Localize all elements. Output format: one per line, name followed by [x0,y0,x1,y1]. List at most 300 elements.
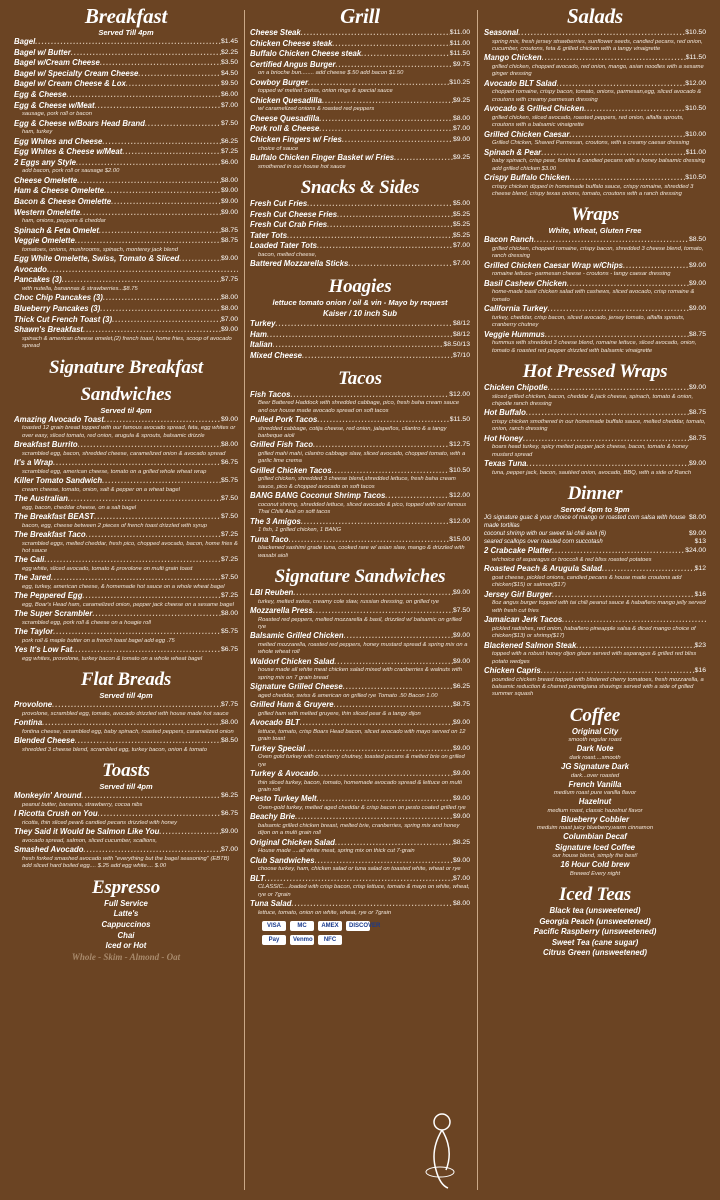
leader-dots [334,657,453,668]
menu-item-name: Cheese Quesadilla [250,113,320,123]
menu-item-price: $9.00 [452,813,470,821]
menu-item-name: Monkeyin' Around [14,791,82,801]
menu-item-price: $7.00 [452,260,470,268]
menu-item [250,812,470,823]
menu-item-name: Bagel [14,37,36,46]
menu-item-price: $8.00 [220,176,238,184]
menu-item-name: Killer Tomato Sandwich [14,475,103,485]
menu-item-price: $8.75 [688,330,706,338]
menu-item-price: $9.25 [452,96,470,104]
menu-item-description: cream cheese, tomato, onion, salt & pepper on a wheat bagel [22,486,180,493]
menu-item-price: $5.00 [452,199,470,207]
menu-item-description: ham, onions, peppers & cheddar [22,218,106,225]
menu-item-price: $12.00 [685,79,706,87]
leader-dots [305,744,453,755]
menu-item [484,148,706,159]
menu-item-description: add bacon, pork roll or sausage $2.00 [22,168,120,175]
menu-item-price: $8.75 [220,226,238,234]
menu-item [484,330,706,341]
menu-item-price: $4.50 [220,69,238,77]
menu-item-name: Bagel w/ Cream Cheese & Lox [14,79,126,89]
menu-item-price: $9.00 [220,326,238,334]
leader-dots [342,135,453,146]
menu-item [250,220,470,231]
menu-item-name: Avocado BLT [250,718,300,728]
menu-item-price: $11.00 [685,148,706,156]
menu-item-description: with nutella, banannas & strawberries...$8.75 [22,285,138,292]
menu-item-description: turkey, cheddar, crisp bacon, sliced avocado, jersey tomato, alfalfa sprouts, cranberry chutney [492,314,685,329]
menu-item-price: $6.75 [220,646,238,654]
leader-dots [275,319,453,330]
menu-item-price: $10.00 [685,130,706,138]
menu-item [14,845,238,856]
menu-item-name: Fish Tacos [250,389,291,399]
menu-item-price: $6.25 [220,137,238,145]
menu-item-price: $9.00 [452,588,470,596]
leader-dots [552,546,685,557]
menu-item-description: choose turkey, ham, chicken salad or tuna salad on toasted white, wheat or rye [258,866,461,873]
menu-item [250,856,470,867]
section-heading: Signature Breakfast [48,356,204,378]
menu-item [250,874,470,885]
menu-item [14,158,238,169]
menu-item-description: smothered in our house hot sauce [258,163,346,170]
menu-item [14,48,238,59]
menu-item-description: home-made basil chicken salad with cashews, sliced avocado, crisp romaine & tomato [492,289,695,303]
payment-card-icon: AMEX [318,921,342,931]
menu-item-name: Avocado [14,264,47,274]
menu-item-price: $8/12 [452,320,470,328]
menu-item-name: Avocado & Grilled Chicken [484,104,585,114]
menu-item-description: spring mix, fresh jersey strawberries, sunflower seeds, candied pecans, red onion, cucumber, croutons, feta & grilled chicken with a tangy vinaigrette [492,38,703,52]
menu-item-description: blackened sashimi grade tuna, cooked rare w/ asian slaw, mango & drizzled with wasabi aioli [258,545,465,559]
section-heading: Snacks & Sides [300,176,420,198]
menu-item-price: $9.00 [452,795,470,803]
section-subtitle: Served till 4pm [99,691,153,701]
coffee-description: dark roast....smooth [569,754,621,761]
menu-item-price: $9.00 [220,828,238,836]
menu-item-name: Egg & Cheese [14,89,67,99]
menu-item-name: Veggie Omelette [14,236,75,246]
menu-item [14,827,238,838]
menu-item [14,236,238,247]
section-heading: Toasts [102,760,150,782]
menu-item [250,390,470,401]
menu-item [250,517,470,528]
menu-item-description: topped with a robust honey dijon glaze served with asparagus & grilled red bliss potato wedges [492,651,697,665]
menu-item-name: Egg Whites and Cheese [14,136,103,146]
menu-item-price: $6.00 [220,158,238,166]
menu-item [250,96,470,107]
section-subtitle: Served til 4pm [100,405,152,415]
menu-item-price: $8.75 [688,409,706,417]
menu-item [250,210,470,221]
coffee-description: meduim roast juicy blueberry,warm cinnamon [536,825,654,832]
leader-dots [385,491,449,502]
menu-item-price: $7.00 [220,101,238,109]
menu-item-name: Jamaican Jerk Tacos [484,615,563,625]
menu-item-price: $11.50 [449,50,470,58]
menu-item [14,645,238,656]
leader-dots [100,58,221,69]
menu-item-name: Jersey Girl Burger [484,589,553,599]
menu-item-name: Pesto Turkey Melt [250,794,317,804]
iced-tea-item: Pacific Raspberry (unsweetened) [533,927,657,937]
menu-item-description: choice of sauce [258,145,299,152]
leader-dots [94,512,221,523]
leader-dots [523,434,689,445]
leader-dots [289,535,450,546]
menu-item-price: $8.00 [452,900,470,908]
coffee-name: Original City [571,726,619,736]
payment-card-icon: DISCOVER [346,921,370,931]
menu-item-name: Grilled Ham & Gruyere [250,700,334,710]
leader-dots [602,564,695,575]
menu-item-description: ricotta, thin sliced pear& candied pecans drizzled with honey [22,819,177,826]
leader-dots [78,440,221,451]
menu-item-description: fresh forked smashed avocado with "everything but the bagel seasoning" (EBTB) add sliced hard boiled egg.... $.25 add egg white.... $.00 [22,855,230,870]
menu-item-name: Blackened Salmon Steak [484,640,577,650]
menu-item-name: Spinach & Feta Omelet [14,225,99,235]
menu-item-name: Basil Cashew Chicken [484,278,567,288]
menu-item-price: $5.75 [220,476,238,484]
menu-item-name: Ham & Cheese Omelette [14,186,105,196]
menu-item-price: $8.50 [688,236,706,244]
menu-item [14,254,238,265]
menu-item-name: Battered Mozzarella Sticks [250,259,349,269]
leader-dots [576,641,694,652]
section-subtitle: Served Till 4pm [98,28,154,37]
menu-item-name: Chicken Chipotle [484,383,548,393]
menu-item [250,700,470,711]
leader-dots [300,718,453,729]
menu-item-name: Spinach & Pear [484,147,542,157]
menu-item-name: Veggie Hummus [484,329,545,339]
menu-item-description: thin sliced turkey, bacon, tomato, homemade avocado spread & lettuce on multi grain roll [258,779,462,793]
menu-item-price: $12 [694,565,706,573]
menu-item-description: fontina cheese, scrambled egg, baby spinach, roasted peppers, caramelized onion [22,728,234,735]
menu-item-price: $7.50 [220,119,238,127]
menu-item-name: Buffalo Chicken Cheese steak [250,49,362,59]
menu-item-price: $7.50 [452,606,470,614]
section-heading: Coffee [569,704,621,726]
leader-dots [322,96,453,107]
menu-item [484,666,706,677]
column-divider [244,10,245,1190]
leader-dots [104,415,221,426]
menu-item [484,434,706,445]
menu-item-name: Avocado BLT Salad [484,78,557,88]
menu-item-description: house made all white meat chicken salad mixed with cranberries & walnuts with spring mix on 7 grain bread [258,667,462,681]
menu-item-name: Roasted Peach & Arugula Salad [484,564,602,574]
menu-item [14,197,238,208]
menu-item-description: toasted 12 grain bread topped with our famous avocado spread, feta, egg whites or over easy, sliced tomato, red onion, arugula & sprouts, balsamic drizzle [22,425,236,439]
menu-item-description: on a brioche bun........ add cheese $.50 add bacon $1.50 [258,70,404,77]
menu-item-name: Chicken Fingers w/ Fries [250,134,342,144]
leader-dots [95,101,221,112]
menu-item-name: Grilled Fish Taco [250,440,313,450]
menu-item [250,351,470,362]
menu-item-name: Bagel w/ Butter [14,47,71,57]
coffee-description: Brewed Every night [569,871,621,878]
menu-item-description: grilled ham with melted gruyere, thin sliced pear & a tangy dijon [258,710,421,717]
menu-item-price: $5.75 [220,628,238,636]
menu-item [250,330,470,341]
menu-item-name: Provolone [14,700,53,710]
menu-item-name: Fresh Cut Cheese Fries [250,209,338,219]
menu-item-name: Turkey & Avocado [250,768,319,778]
menu-item-price: $7.50 [220,494,238,502]
menu-item-name: Texas Tuna [484,459,527,469]
leader-dots [273,340,444,351]
menu-item [250,588,470,599]
menu-item [14,37,238,48]
menu-item-name: Turkey Special [250,743,305,753]
menu-item-price: $8.25 [452,838,470,846]
menu-item-name: Cowboy Burger [250,77,309,87]
menu-item-price: $6.75 [220,458,238,466]
menu-item-name: Original Chicken Salad [250,837,335,847]
menu-item-description: hummus with shredded 3 cheese blend, romaine lettuce, sliced avocado, onion, tomato & roasted red pepper drizzled with balsamic vinaigrette [492,340,697,354]
leader-dots [332,466,450,477]
menu-item-description: provolone, scrambled egg, tomato, avocado drizzled with house made hot sauce [22,710,229,717]
section-heading: Hot Pressed Wraps [522,361,668,383]
menu-item [14,275,238,286]
menu-item-price: $10.50 [449,466,470,474]
menu-item [14,555,238,566]
coffee-name: French Vanilla [568,779,622,789]
menu-item [250,838,470,849]
menu-item-price: $8.00 [220,440,238,448]
menu-item-price: $9.00 [220,187,238,195]
leader-dots [335,838,453,849]
hoagie-note: Kaiser / 10 inch Sub [322,308,398,318]
menu-item-name: Certified Angus Burger [250,59,336,69]
menu-item [484,564,706,575]
menu-item [250,124,470,135]
menu-item-name: Egg & Cheese w/Boars Head Brand [14,118,145,128]
menu-item-price: $8.00 [220,304,238,312]
menu-item [14,79,238,90]
menu-item-name: Grilled Chicken Caesar Wrap w/Chips [484,260,623,270]
menu-item-description: sliced grilled chicken, bacon, cheddar & jack cheese, spinach, tomato & onion, chipotle ranch dressing [492,393,694,408]
menu-item-name: 2 Crabcake Platter [484,546,553,556]
leader-dots [47,265,238,276]
leader-dots [80,208,221,219]
menu-item-description: balsamic grilled chicken breast, melted brie, cranberries, spring mix and honey dijon on a multi grain roll [258,822,460,837]
menu-item [484,530,706,538]
payment-icons [262,921,381,945]
menu-item-price: $7.00 [220,315,238,323]
menu-item-description: crispy chicken dipped in homemade buffalo sauce, crispy romaine, shredded 3 cheese blend, crispy texas onions, tomato, croutons with a ranch dressing [492,183,694,198]
menu-item-price: $7/10 [452,351,470,359]
espresso-item: Cappuccinos [101,919,151,929]
menu-item [250,153,470,164]
menu-item-price: $9.00 [452,135,470,143]
menu-item-price: $23 [694,641,706,649]
menu-item-name: Signature Grilled Cheese [250,682,343,692]
menu-item-description: shredded cabbage, cotija cheese, red onion, jalapeños, cilantro & a tangy barbeque aioli [258,425,447,439]
menu-item-name: Blueberry Pancakes (3) [14,303,101,313]
leader-dots [53,627,221,638]
coffee-description: dark...over roasted [570,772,620,779]
menu-item [250,631,470,642]
leader-dots [77,176,221,187]
menu-item-name: Mixed Cheese [250,350,303,360]
menu-item-name: Blended Cheese [14,736,75,746]
leader-dots [317,415,449,426]
menu-item-description: chopped romaine, crispy bacon, tomato, onions, parmesan,egg, sliced avocado & croutons with creamy parmesan dressing [492,89,702,103]
coffee-name: Hazelnut [578,797,612,807]
menu-item-price: $9.00 [220,255,238,263]
menu-item [14,440,238,451]
leader-dots [562,615,706,626]
menu-item [14,415,238,426]
menu-item [250,794,470,805]
menu-item [14,147,238,158]
menu-item [250,319,470,330]
menu-item-name: Chicken Cheese steak [250,38,333,48]
leader-dots [394,153,453,164]
leader-dots [361,49,449,60]
leader-dots [317,794,453,805]
menu-item [250,28,470,39]
menu-item-price: $8.75 [220,237,238,245]
menu-item-name: Amazing Avocado Toast [14,414,104,424]
menu-item-name: BANG BANG Coconut Shrimp Tacos [250,491,386,501]
leader-dots [291,899,453,910]
menu-item-name: Egg White Omelette, Swiss, Tomato & Sliced [14,254,180,264]
menu-item [14,573,238,584]
leader-dots [179,254,221,265]
menu-item-description: scrambled egg, bacon, shredded cheese, caramelized onion & avocado spread [22,450,226,457]
leader-dots [66,90,221,101]
menu-item [250,78,470,89]
menu-item-description: ham, turkey [22,129,53,136]
menu-item [250,466,470,477]
menu-item-description: melted mozzarella, roasted red peppers, honey mustard spread & spring mix on a whole wheat roll [258,641,468,656]
menu-item [484,615,706,626]
menu-item-name: Chicken Capris [484,665,541,675]
menu-item [14,137,238,148]
menu-item-price: $5.25 [452,231,470,239]
leader-dots [62,275,221,286]
menu-item-name: Egg & Cheese w/Meat [14,100,95,110]
menu-item-name: Loaded Tater Tots [250,241,318,251]
leader-dots [327,220,453,231]
menu-item-description: turkey, melted swiss, creamy cole slaw, russian dressing, on grilled rye [258,598,439,605]
logo-icon [420,1110,460,1190]
coffee-name: Columbian Decaf [563,832,627,842]
menu-item [14,265,238,276]
menu-item-name: Pork roll & Cheese [250,124,320,134]
menu-item-name: Seasonal [484,28,519,37]
menu-item-name: Tater Tots [250,230,288,240]
leader-dots [545,330,689,341]
menu-item-description: pickled radishes, red onion, habañero pineapple salsa & diced mango choice of chicken($13) or shrimp($17) [492,625,696,640]
menu-item-price: $10.25 [449,78,470,86]
menu-item-description: Beer Battered Haddock with shredded cabbage, pico, fresh baha cream sauce and our house made avocado spread on soft tacos [258,400,460,414]
menu-item-name: Chicken Quesadilla [250,95,322,105]
menu-item [250,899,470,910]
menu-item [250,415,470,426]
coffee-name: Signature Iced Coffee [554,842,635,852]
menu-item [250,39,470,50]
leader-dots [52,700,221,711]
leader-dots [35,37,221,48]
menu-item-price: $9.25 [452,153,470,161]
menu-item [14,494,238,505]
leader-dots [102,476,221,487]
column-divider [477,10,478,1190]
menu-item-name: Mozzarella Press [250,605,313,615]
menu-item-description: coconut shrimp, shredded lettuce, sliced avocado & pico, topped with our famous Thai Chilli Aioli on soft tacos [258,501,467,516]
menu-item-name: Cheese Steak [250,28,301,37]
menu-item-name: It's a Wrap [14,457,53,467]
leader-dots [104,186,221,197]
section-heading: Breakfast [84,4,168,28]
menu-item-name: Balsamic Grilled Chicken [250,631,344,641]
menu-item-description: grilled chicken, shredded 3 cheese blend,shredded lettuce, fresh baha cream sauce, pico & chopped avocado on soft tacos [258,476,456,490]
menu-item-description: Grilled Chicken, Shaved Parmesan, croutons, with a creamy caesar dressing [492,140,690,147]
menu-item [484,383,706,394]
menu-item [484,130,706,141]
menu-item-name: Waldorf Chicken Salad [250,656,335,666]
menu-item-description: grilled mahi mahi, cilantro cabbage slaw, sliced avocado, chopped tomato, with a garlic lime crema [258,450,466,465]
menu-item-price: $7.50 [220,574,238,582]
menu-item-name: The Taylor [14,627,54,637]
menu-item-price: $12.00 [449,390,470,398]
leader-dots [332,39,449,50]
menu-item-description: lettuce, tomato, onion on white, wheat, rye or 7grain [258,909,392,916]
menu-item [250,135,470,146]
menu-item-price: $8.50 [220,737,238,745]
menu-item [484,279,706,290]
menu-item [484,459,706,470]
menu-item-name: They Said it Would be Salmon Like You [14,827,160,837]
espresso-item: Chai [117,930,135,940]
menu-item-price: $7.00 [452,874,470,882]
menu-item-name: The 3 Amigos [250,516,301,526]
menu-item-name: The Peppered Egg [14,591,83,601]
menu-item-price: $9.00 [220,197,238,205]
menu-item-name: Italian [250,340,273,350]
menu-item-price: $9.00 [452,769,470,777]
menu-item-price: $9.00 [688,261,706,269]
menu-item-name: The Super Scrambler [14,609,93,619]
menu-item-description: 8oz angus burger topped with tai chili peanut sauce & habañero mango jelly served with fresh cut fries [492,600,706,614]
menu-item-price: $7.25 [220,148,238,156]
menu-item [484,641,706,652]
menu-item [14,700,238,711]
leader-dots [313,606,453,617]
espresso-item: Full Service [104,898,148,908]
menu-item-description: romaine lettuce- parmesan cheese - croutons - tangy caesar dressing [492,271,671,278]
leader-dots [68,494,221,505]
leader-dots [145,119,221,130]
menu-item [484,79,706,90]
leader-dots [71,48,221,59]
menu-item-price: $6.25 [220,792,238,800]
leader-dots [302,351,453,362]
menu-item-price: $5.25 [452,221,470,229]
menu-item [14,512,238,523]
leader-dots [103,293,221,304]
leader-dots [557,79,686,90]
menu-item [250,682,470,693]
leader-dots [126,79,221,90]
menu-item-name: Buffalo Chicken Finger Basket w/ Fries [250,152,395,162]
